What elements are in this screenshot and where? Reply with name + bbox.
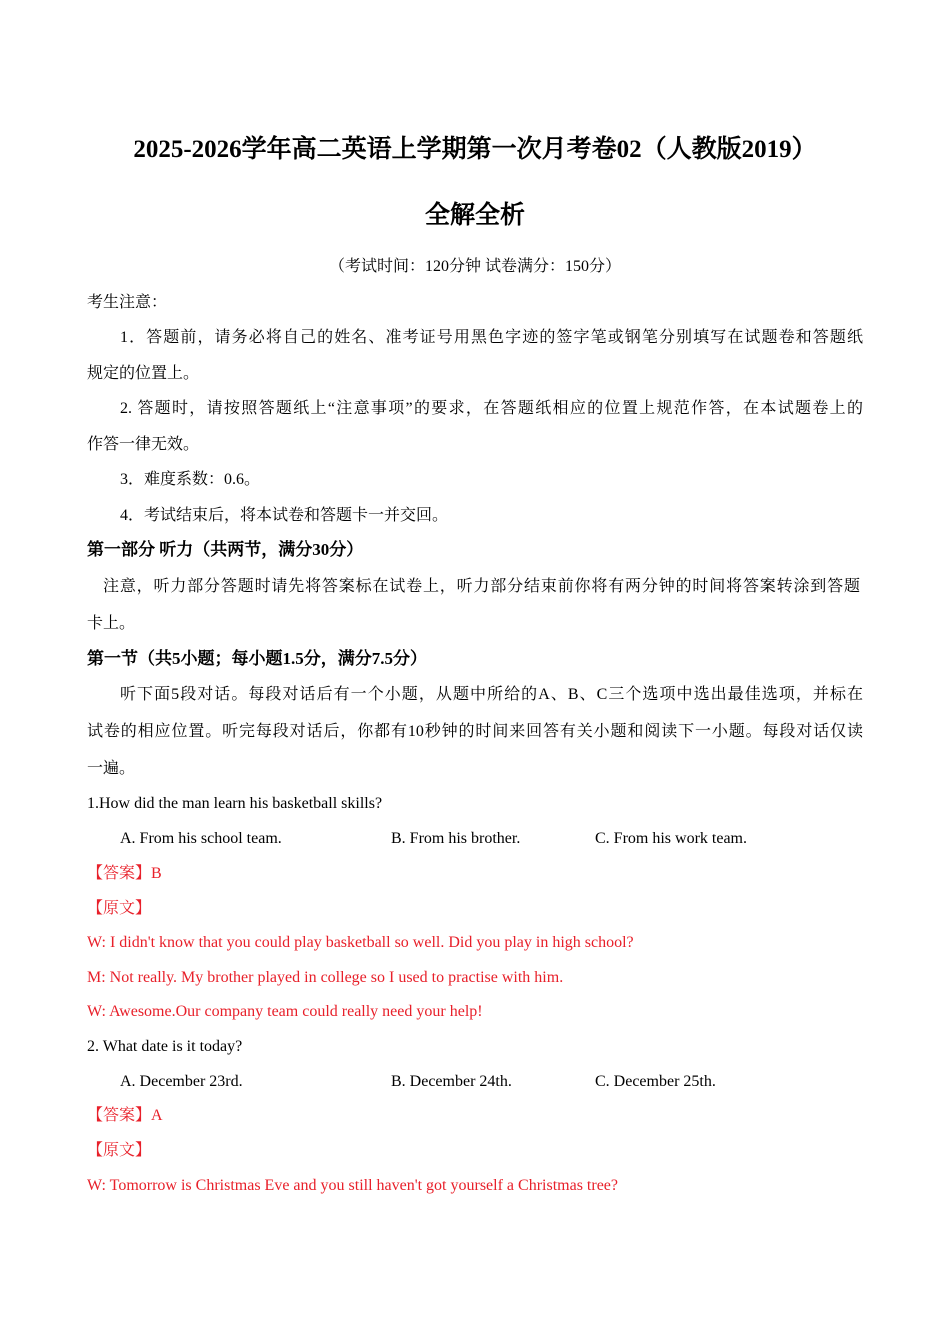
- question-2-option-a: A. December 23rd.: [120, 1073, 243, 1090]
- question-1-text: 1.How did the man learn his basketball skills?: [87, 795, 383, 812]
- part1-note-line-1: 注意，听力部分答题时请先将答案标在试卷上，听力部分结束前你将有两分钟的时间将答案转涂到答题: [103, 578, 860, 595]
- question-1-transcript-line-2: M: Not really. My brother played in college so I used to practise with him.: [87, 969, 564, 986]
- section1-instruction-line-3: 一遍。: [87, 760, 136, 777]
- document-subtitle: 全解全析: [424, 202, 525, 229]
- notice-item-1-line-2: 规定的位置上。: [87, 365, 200, 382]
- question-1-option-b: B. From his brother.: [391, 830, 521, 847]
- question-1-answer: 【答案】B: [87, 865, 162, 882]
- notice-heading: 考生注意：: [87, 294, 168, 311]
- document-title: 2025-2026学年高二英语上学期第一次月考卷02（人教版2019）: [133, 136, 817, 163]
- question-1-option-c: C. From his work team.: [595, 830, 747, 847]
- question-2-source-label: 【原文】: [87, 1142, 152, 1159]
- question-2-option-c: C. December 25th.: [595, 1073, 716, 1090]
- part1-note-line-2: 卡上。: [87, 615, 136, 632]
- part1-heading: 第一部分 听力（共两节，满分30分）: [87, 540, 364, 559]
- notice-item-4: 4．考试结束后，将本试卷和答题卡一并交回。: [120, 507, 449, 524]
- question-2-option-b: B. December 24th.: [391, 1073, 512, 1090]
- section1-instruction-line-2: 试卷的相应位置。听完每段对话后，你都有10秒钟的时间来回答有关小题和阅读下一小题。每段对话仅读: [87, 723, 863, 740]
- question-1-transcript-line-3: W: Awesome.Our company team could really need your help!: [87, 1003, 483, 1020]
- exam-info: （考试时间：120分钟 试卷满分：150分）: [328, 258, 621, 275]
- question-2-text: 2. What date is it today?: [87, 1038, 243, 1055]
- question-1-source-label: 【原文】: [87, 900, 152, 917]
- question-1-transcript-line-1: W: I didn't know that you could play basketball so well. Did you play in high school?: [87, 934, 634, 951]
- question-2-answer: 【答案】A: [87, 1107, 163, 1124]
- section1-instruction-line-1: 听下面5段对话。每段对话后有一个小题，从题中所给的A、B、C三个选项中选出最佳选项，并标在: [120, 686, 863, 703]
- notice-item-1-line-1: 1．答题前，请务必将自己的姓名、准考证号用黑色字迹的签字笔或钢笔分别填写在试题卷和答题纸: [120, 329, 863, 346]
- section1-heading: 第一节（共5小题；每小题1.5分，满分7.5分）: [87, 649, 427, 668]
- notice-item-3: 3．难度系数：0.6。: [120, 471, 261, 488]
- question-1-option-a: A. From his school team.: [120, 830, 282, 847]
- notice-item-2-line-1: 2. 答题时，请按照答题纸上“注意事项”的要求，在答题纸相应的位置上规范作答，在本试题卷上的: [120, 400, 863, 417]
- notice-item-2-line-2: 作答一律无效。: [87, 436, 200, 453]
- question-2-transcript-line-1: W: Tomorrow is Christmas Eve and you still haven't got yourself a Christmas tree?: [87, 1177, 618, 1194]
